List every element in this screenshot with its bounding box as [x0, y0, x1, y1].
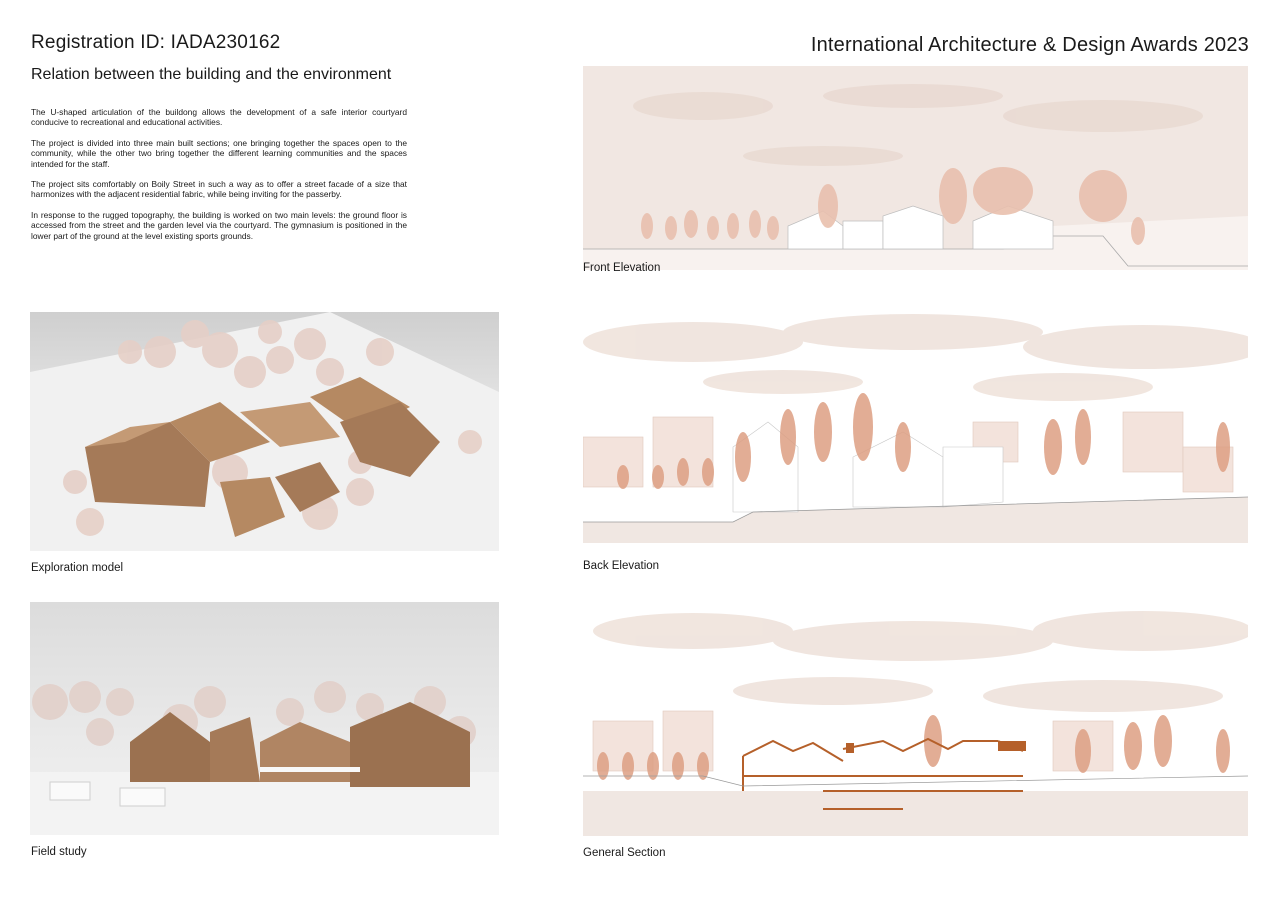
- caption-front-elevation: Front Elevation: [583, 262, 661, 274]
- paragraph-1: The U-shaped articulation of the buildong allows the development of a safe interior courtyard conducive to recreational and educational activities.: [31, 107, 407, 128]
- caption-exploration-model: Exploration model: [31, 562, 124, 574]
- description-text: [31, 107, 407, 251]
- general-section-drawing: [583, 601, 1248, 836]
- exploration-model-image: [30, 312, 499, 551]
- award-title: International Architecture & Design Awards 2023: [810, 34, 1249, 56]
- caption-general-section: General Section: [583, 847, 666, 859]
- back-elevation-drawing: [583, 307, 1248, 543]
- paragraph-2: The project is divided into three main built sections; one bringing together the spaces open to the community, while the other two bring together the different learning communities and the spaces intended for the staff.: [31, 137, 407, 169]
- registration-id: Registration ID: IADA230162: [31, 32, 281, 53]
- section-subtitle: Relation between the building and the environment: [31, 66, 392, 83]
- front-elevation-drawing: [583, 66, 1248, 270]
- caption-field-study: Field study: [31, 846, 87, 858]
- field-study-image: [30, 602, 499, 835]
- paragraph-4: In response to the rugged topography, the building is worked on two main levels: the ground floor is accessed from the street and the garden level via the courtyard. The gymnasium is positioned in the lower part of the ground at the level existing sports grounds.: [31, 209, 407, 241]
- caption-back-elevation: Back Elevation: [583, 560, 660, 572]
- paragraph-3: The project sits comfortably on Boily Street in such a way as to offer a street facade of a size that harmonizes with the adjacent residential fabric, while being inviting for the passerby.: [31, 179, 407, 200]
